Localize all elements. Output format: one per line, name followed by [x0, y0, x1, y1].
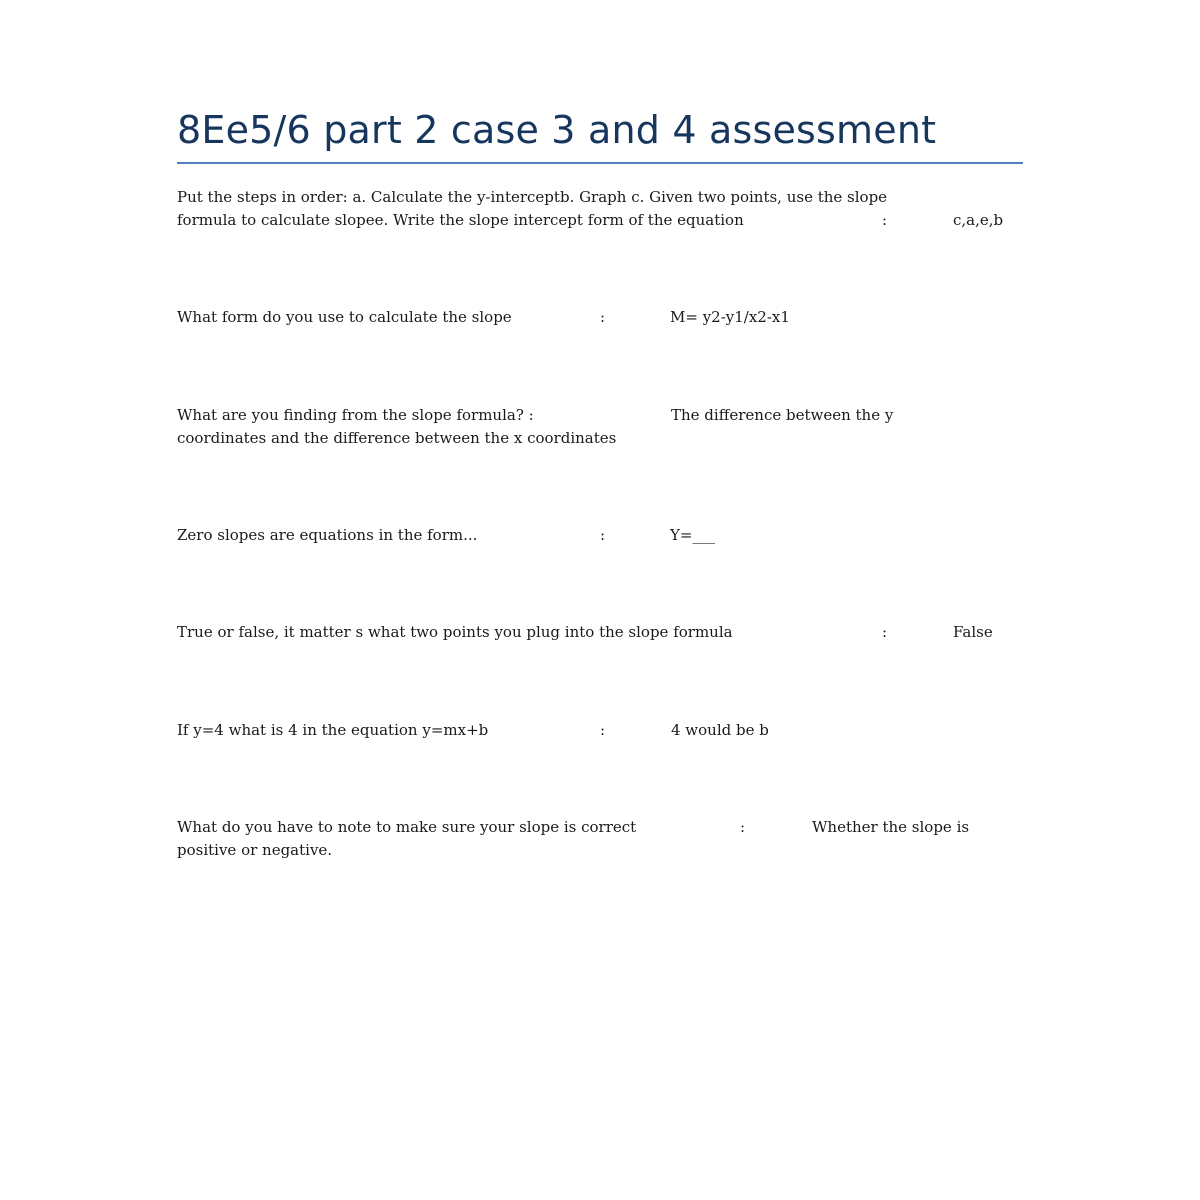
qa-item-slope-form	[177, 306, 1023, 329]
question-text: Put the steps in order: a. Calculate the y-interceptb. Graph c. Given two points, use the slope	[177, 188, 888, 206]
separator-colon: :	[600, 526, 606, 544]
question-text: True or false, it matter s what two points you plug into the slope formula	[177, 623, 733, 641]
separator-colon: :	[882, 623, 888, 641]
separator-colon: :	[740, 818, 746, 836]
document-title: 8Ee5/6 part 2 case 3 and 4 assessment	[177, 108, 937, 152]
question-text: If y=4 what is 4 in the equation y=mx+b	[177, 721, 489, 739]
question-text: What form do you use to calculate the slope	[177, 308, 512, 326]
qa-item-zero-slopes	[177, 524, 1023, 547]
answer-text: The difference between the y	[671, 406, 894, 424]
qa-item-slope-finding	[177, 404, 1023, 450]
answer-text: Y=___	[670, 526, 715, 544]
answer-text: c,a,e,b	[953, 211, 1004, 229]
qa-item-y-equals-4	[177, 719, 1023, 742]
title-underline	[177, 162, 1023, 164]
question-text: What are you finding from the slope formula? :	[177, 406, 534, 424]
separator-colon: :	[882, 211, 888, 229]
answer-text: False	[953, 623, 993, 641]
qa-item-steps-order	[177, 186, 1023, 232]
qa-item-slope-correct	[177, 816, 1023, 862]
question-text: Zero slopes are equations in the form...	[177, 526, 478, 544]
separator-colon: :	[600, 721, 606, 739]
question-text: What do you have to note to make sure your slope is correct	[177, 818, 637, 836]
answer-text: Whether the slope is	[812, 818, 970, 836]
answer-text-continued: coordinates and the difference between the x coordinates	[177, 429, 617, 447]
question-text: formula to calculate slopee. Write the slope intercept form of the equation	[177, 211, 744, 229]
separator-colon: :	[600, 308, 606, 326]
answer-text-continued: positive or negative.	[177, 841, 333, 859]
answer-text: 4 would be b	[671, 721, 769, 739]
qa-item-true-false	[177, 621, 1023, 644]
answer-text: M= y2-y1/x2-x1	[670, 308, 790, 326]
